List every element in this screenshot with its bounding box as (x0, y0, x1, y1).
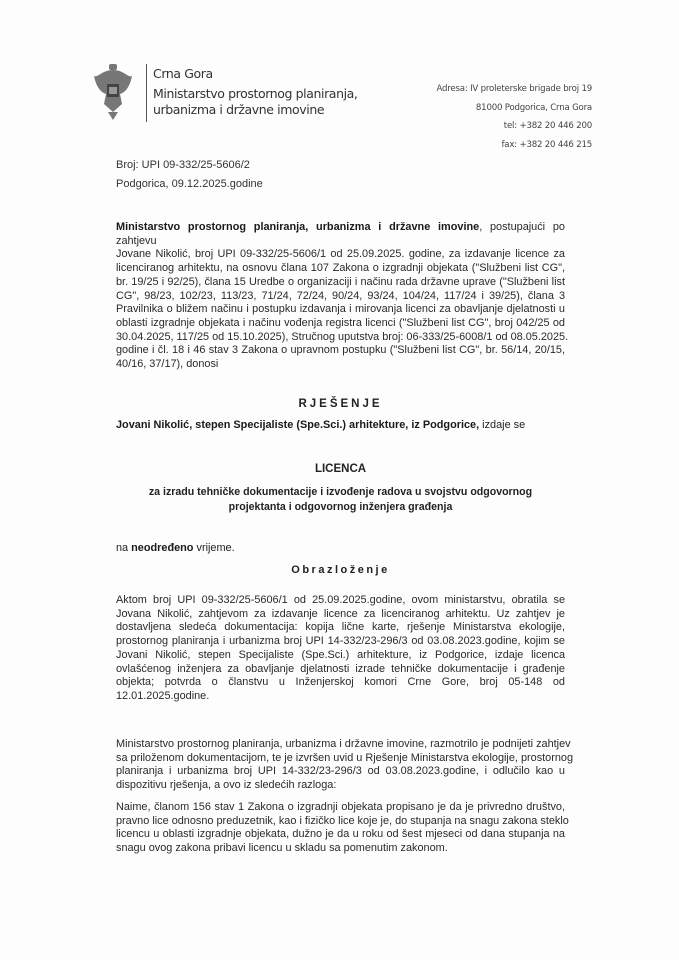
city: 81000 Podgorica, Crna Gora (475, 103, 592, 113)
license-title: LICENCA (314, 463, 367, 475)
intro-lead-rest: , postupajući po zahtjevu (116, 221, 565, 247)
text-line: Jovani Nikolić, stepen Specijaliste (Spe.Sci.) arhitekture, iz Podgorice, izdaje licenca (116, 648, 565, 661)
term-post: vrijeme. (193, 542, 235, 554)
country-name: Crna Gora (153, 66, 213, 81)
text-line: sa priloženom dokumentacijom, te je izvršen uvid u Rješenje Ministarstva ekologije, prostornog (116, 751, 574, 764)
ministry-bold: Ministarstvo prostornog planiranja, urbanizma i državne imovine (116, 221, 480, 233)
text-line: Naime, članom 156 stav 1 Zakona o izgradnji objekata propisano je da je privredno društvo, (116, 801, 565, 813)
text-line: dostavljena sledeća dokumentacija: kopija lične karte, rješenje Ministarstva ekologije, (116, 621, 565, 634)
license-scope-line2: projektanta i odgovornog inženjera građenja (228, 501, 453, 513)
text-line: Pravilnika o bližem načinu i postupku izdavanja i mirovanja licenci za obavljanje djelatnosti u (116, 303, 565, 316)
text-line: pravno lice odnosno preduzetnik, kao i fizičko lice koje je, do stupanja na snagu zakona steklo (116, 814, 569, 827)
fax: fax: +382 20 446 215 (501, 140, 592, 150)
text-line: prostornog planiranja i urbanizma broj UPI 14-332/23-296/3 od 03.08.2023.godine, kojim se (116, 635, 565, 648)
place-date: Podgorica, 09.12.2025.godine (116, 178, 263, 190)
text-line: Ministarstvo prostornog planiranja, urbanizma i državne imovine, razmotrilo je podnijeti zahtjev (116, 738, 571, 750)
header-divider (146, 64, 147, 122)
text-line: 12.01.2025.godine. (116, 689, 210, 702)
text-line: planiranja i urbanizma broj UPI 14-332/23-296/3 od 03.08.2023.godine, i odlučilo kao u (116, 765, 565, 778)
text-line: 40/16, 37/17), donosi (116, 358, 219, 371)
text-line: Jovana Nikolić, zahtjevom za izdavanje licence za licenciranog arhitektu. Uz zahtjev je (116, 607, 565, 620)
term-pre: na (116, 542, 132, 554)
decision-title: RJEŠENJE (298, 398, 383, 410)
recipient-line (116, 419, 525, 431)
text-line: oblasti izgradnje objekata i načinu vođenja registra licenci ("Službeni list CG", broj 042/25 od (116, 316, 565, 329)
text-line: br. 19/25 i 92/25), člana 15 Uredbe o organizaciji i načinu rada državne uprave ("Službeni list (116, 275, 565, 288)
text-line: ovlašćenog inženjera za obavljanje djelatnosti izrade tehničke dokumentacije i građenje (116, 662, 565, 675)
license-term (116, 542, 235, 554)
term-bold: neodređeno (131, 542, 194, 554)
text-line: objekta; potvrda o članstvu u Inženjerskoj komori Crne Gore, broj 05-148 od (116, 676, 565, 689)
text-line: dispozitivu rješenja, a ovo iz sledećih razloga: (116, 779, 337, 792)
text-line: snagu ovog zakona pribavi licencu u skladu sa pomenutim zakonom. (116, 842, 448, 855)
document-number: Broj: UPI 09-332/25-5606/2 (116, 159, 250, 171)
text-line: CG", 98/23, 102/23, 113/23, 71/24, 72/24, 90/24, 93/24, 104/24, 117/24 i 39/25), člana 3 (116, 289, 565, 302)
recipient-rest: izdaje se (479, 419, 526, 431)
reasoning-paragraph-3 (116, 801, 569, 856)
text-line: Jovane Nikolić, broj UPI 09-332/25-5606/1 od 25.09.2025. godine, za izdavanje licence za (116, 248, 565, 261)
text-line: licencu u oblasti izgradnje objekata, dužno je da u roku od šest mjeseci od dana stupanja na (116, 828, 565, 841)
text-line: 30.04.2025, 117/25 od 15.10.2025), Stručnog uputstva broj: 06-333/25-6008/1 od 08.05.2025. (116, 330, 569, 343)
license-scope-line1: za izradu tehničke dokumentacije i izvođenje radova u svojstvu odgovornog (148, 486, 533, 498)
ministry-name-line1: Ministarstvo prostornog planiranja, (153, 86, 358, 101)
reasoning-paragraph-2 (116, 738, 574, 793)
reasoning-paragraph-1 (116, 594, 565, 704)
address: Adresa: IV proleterske brigade broj 19 (436, 84, 592, 94)
text-line: licenciranog arhitektu, na osnovu člana 107 Zakona o izgradnji objekata ("Službeni list CG", (116, 262, 565, 275)
intro-paragraph (116, 221, 569, 372)
text-line: godine i čl. 18 i 46 stav 3 Zakona o upravnom postupku ("Službeni list CG", br. 56/14, 20/15, (116, 344, 565, 357)
ministry-name-line2: urbanizma i državne imovine (153, 102, 325, 117)
intro-line (116, 221, 565, 248)
text-line: Aktom broj UPI 09-332/25-5606/1 od 25.09.2025.godine, ovom ministarstvu, obratila se (116, 594, 565, 606)
phone: tel: +382 20 446 200 (503, 121, 592, 131)
reasoning-title: Obrazloženje (291, 564, 390, 576)
recipient-bold: Jovani Nikolić, stepen Specijaliste (Spe.Sci.) arhitekture, iz Podgorice, (116, 419, 480, 431)
coat-of-arms-logo (92, 62, 134, 122)
